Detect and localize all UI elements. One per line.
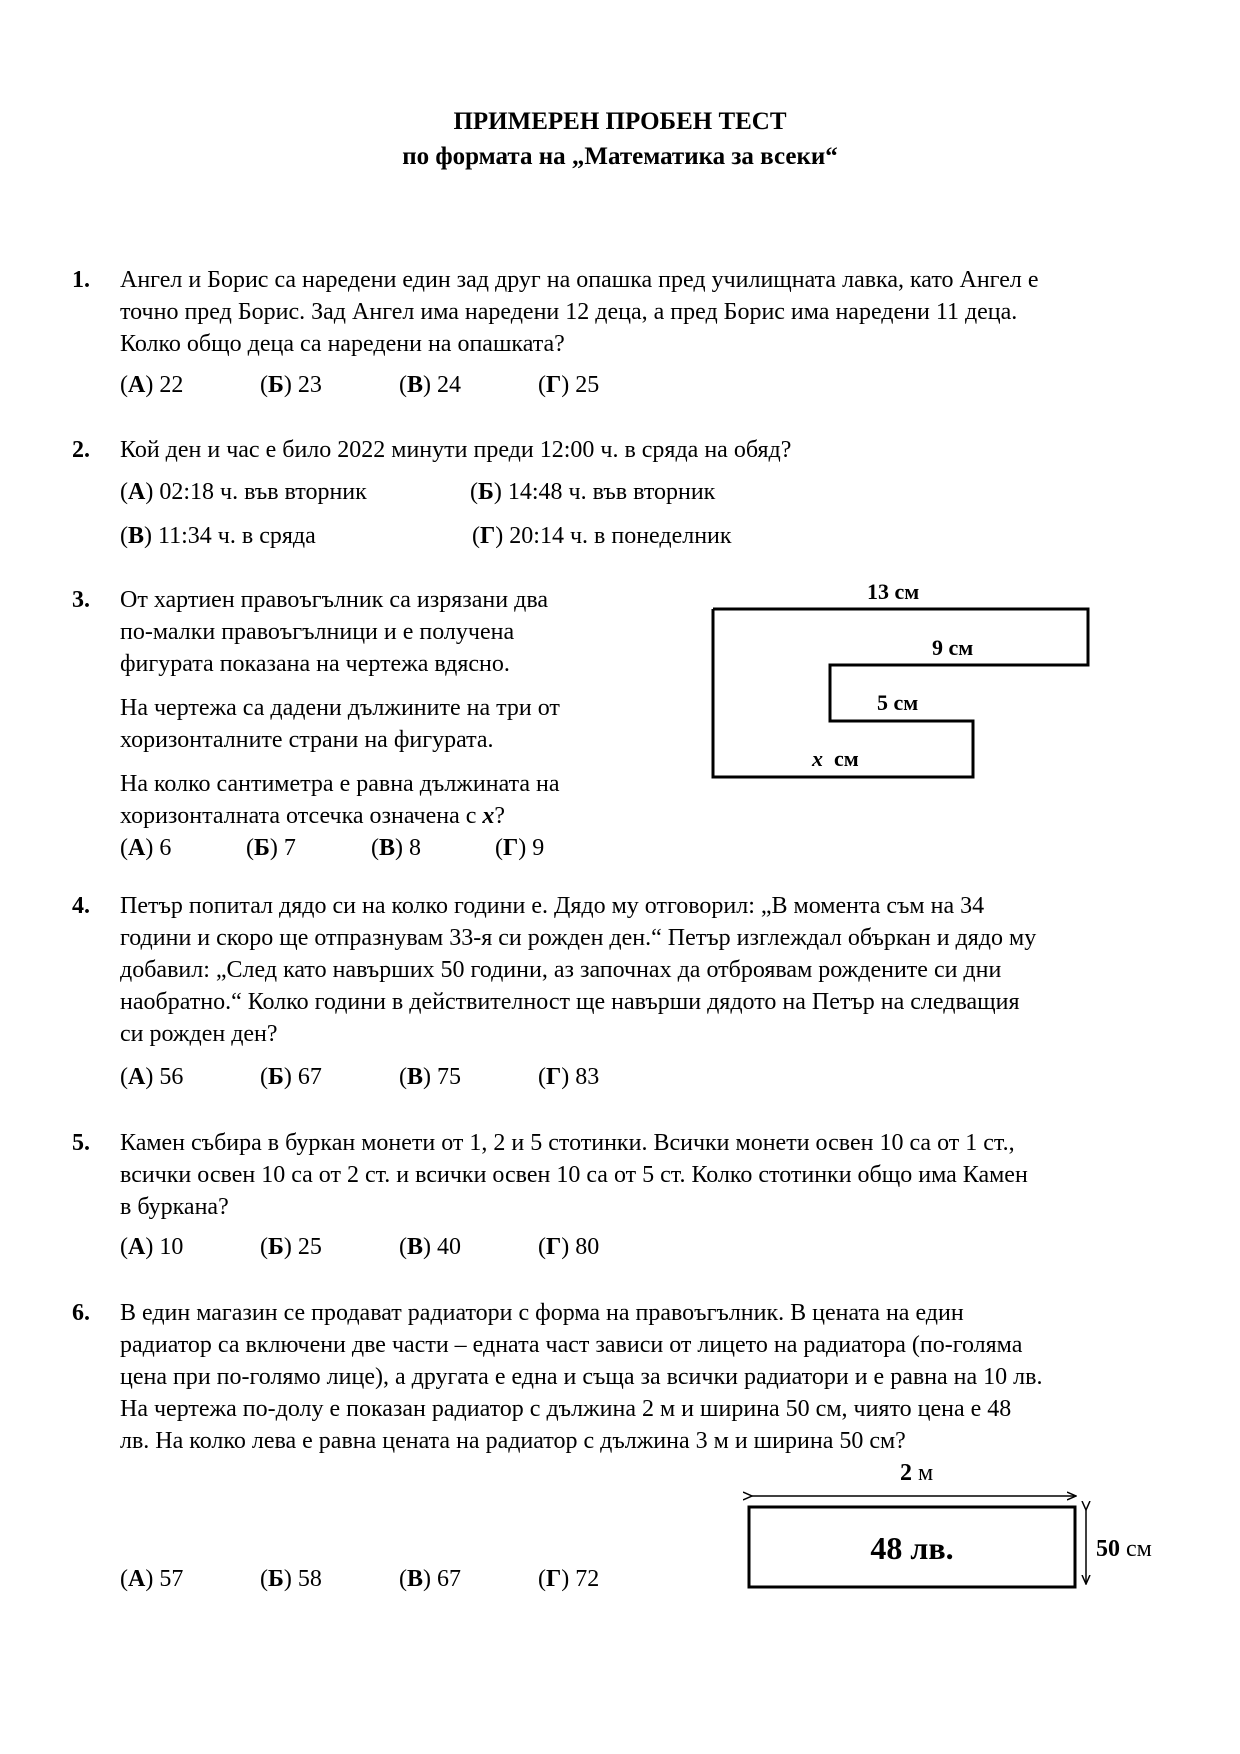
question-line: точно пред Борис. Зад Ангел има наредени 12 деца, а пред Борис има наредени 11 деца.: [120, 299, 1018, 325]
label-top: 13 см: [867, 579, 920, 604]
question-line: фигурата показана на чертежа вдясно.: [120, 651, 510, 677]
question-number: 4.: [72, 893, 90, 919]
question-line: хоризонталната отсечка означена с x?: [120, 803, 506, 829]
question-text: [120, 1297, 1182, 1457]
question-line: лв. На колко лева е равна цената на радиатор с дължина 3 м и ширина 50 см?: [120, 1428, 906, 1454]
question-2: [72, 434, 1182, 466]
question-1: [72, 264, 1182, 360]
option-c[interactable]: (В) 75: [399, 1064, 462, 1090]
option-b[interactable]: (Б) 7: [246, 835, 296, 861]
option-c[interactable]: (В) 40: [399, 1234, 462, 1260]
option-a[interactable]: (А) 22: [120, 372, 184, 398]
option-c[interactable]: (В) 67: [399, 1566, 462, 1592]
option-d[interactable]: (Г) 83: [538, 1064, 600, 1090]
question-line: Ангел и Борис са наредени един зад друг на опашка пред училищната лавка, като Ангел е: [120, 267, 1039, 293]
option-d[interactable]: (Г) 9: [495, 835, 545, 861]
question-line: В един магазин се продават радиатори с форма на правоъгълник. В цената на един: [120, 1300, 964, 1326]
option-a[interactable]: (А) 56: [120, 1064, 184, 1090]
question-5: [72, 1127, 1182, 1223]
option-d[interactable]: (Г) 72: [538, 1566, 600, 1592]
option-b[interactable]: (Б) 25: [260, 1234, 322, 1260]
question-line: хоризонталните страни на фигурата.: [120, 727, 494, 753]
question-6: [72, 1297, 1182, 1457]
question-line: Петър попитал дядо си на колко години е. Дядо му отговорил: „В момента съм на 34: [120, 893, 985, 919]
question-line: добавил: „След като навърших 50 години, аз започнах да отброявам рождените си дни: [120, 957, 1002, 983]
page-title: ПРИМЕРЕН ПРОБЕН ТЕСТ: [453, 108, 787, 135]
question-line: си рожден ден?: [120, 1021, 278, 1047]
question-line: На чертежа по-долу е показан радиатор с дължина 2 м и ширина 50 см, чиято цена е 48: [120, 1396, 1012, 1422]
label-low: 5 см: [877, 690, 919, 715]
option-c[interactable]: (В) 24: [399, 372, 462, 398]
question-line: по-малки правоъгълници и е получена: [120, 619, 515, 645]
question-number: 6.: [72, 1300, 90, 1326]
question-number: 2.: [72, 437, 90, 463]
question-line: години и скоро ще отпразнувам 33-я си рожден ден.“ Петър изглеждал объркан и дядо му: [120, 925, 1037, 951]
option-a[interactable]: (А) 57: [120, 1566, 184, 1592]
label-mid: 9 см: [932, 635, 974, 660]
question-line: Камен събира в буркан монети от 1, 2 и 5 стотинки. Всички монети освен 10 са от 1 ст.,: [120, 1130, 1015, 1156]
option-b[interactable]: (Б) 14:48 ч. във вторник: [470, 479, 716, 505]
question-text: [120, 584, 632, 832]
question-number: 5.: [72, 1130, 90, 1156]
option-a[interactable]: (А) 02:18 ч. във вторник: [120, 479, 367, 505]
question-line: От хартиен правоъгълник са изрязани два: [120, 587, 548, 613]
option-a[interactable]: (А) 10: [120, 1234, 184, 1260]
question-line: радиатор са включени две части – едната част зависи от лицето на радиатора (по-голяма: [120, 1332, 1023, 1358]
price-label: 48 лв.: [870, 1530, 954, 1566]
radiator-figure: [740, 1452, 1160, 1592]
question-text: [120, 890, 1182, 1050]
variable-x: x: [482, 803, 495, 829]
question-line: цена при по-голямо лице), а другата е една и съща за всички радиатори и е равна на 10 лв.: [120, 1364, 1043, 1390]
question-number: 3.: [72, 587, 90, 613]
question-3: [72, 584, 632, 832]
option-b[interactable]: (Б) 23: [260, 372, 322, 398]
question-text: [120, 264, 1182, 360]
question-number: 1.: [72, 267, 90, 293]
question-line: Колко общо деца са наредени на опашката?: [120, 331, 565, 357]
question-4: [72, 890, 1182, 1050]
option-d[interactable]: (Г) 25: [538, 372, 600, 398]
question-text: [120, 1127, 1182, 1223]
length-label: 2 м: [900, 1460, 934, 1486]
label-x-unit: см: [834, 746, 859, 771]
width-label: 50 см: [1096, 1536, 1152, 1562]
question-line: На чертежа са дадени дължините на три от: [120, 695, 560, 721]
option-b[interactable]: (Б) 67: [260, 1064, 322, 1090]
question-text: [120, 434, 1182, 466]
option-a[interactable]: (А) 6: [120, 835, 172, 861]
cutout-figure: [690, 575, 1110, 795]
page-subtitle: по формата на „Математика за всеки“: [402, 143, 838, 170]
option-c[interactable]: (В) 8: [371, 835, 422, 861]
option-d[interactable]: (Г) 80: [538, 1234, 600, 1260]
option-c[interactable]: (В) 11:34 ч. в сряда: [120, 523, 316, 549]
question-line: На колко сантиметра е равна дължината на: [120, 771, 560, 797]
label-x: x: [812, 746, 823, 771]
option-d[interactable]: (Г) 20:14 ч. в понеделник: [472, 523, 732, 549]
option-b[interactable]: (Б) 58: [260, 1566, 322, 1592]
question-line: всички освен 10 са от 2 ст. и всички освен 10 са от 5 ст. Колко стотинки общо има Камен: [120, 1162, 1028, 1188]
question-line: наобратно.“ Колко години в действителност ще навърши дядото на Петър на следващия: [120, 989, 1020, 1015]
question-line: в буркана?: [120, 1194, 229, 1220]
question-line: Кой ден и час е било 2022 минути преди 12:00 ч. в сряда на обяд?: [120, 437, 792, 463]
